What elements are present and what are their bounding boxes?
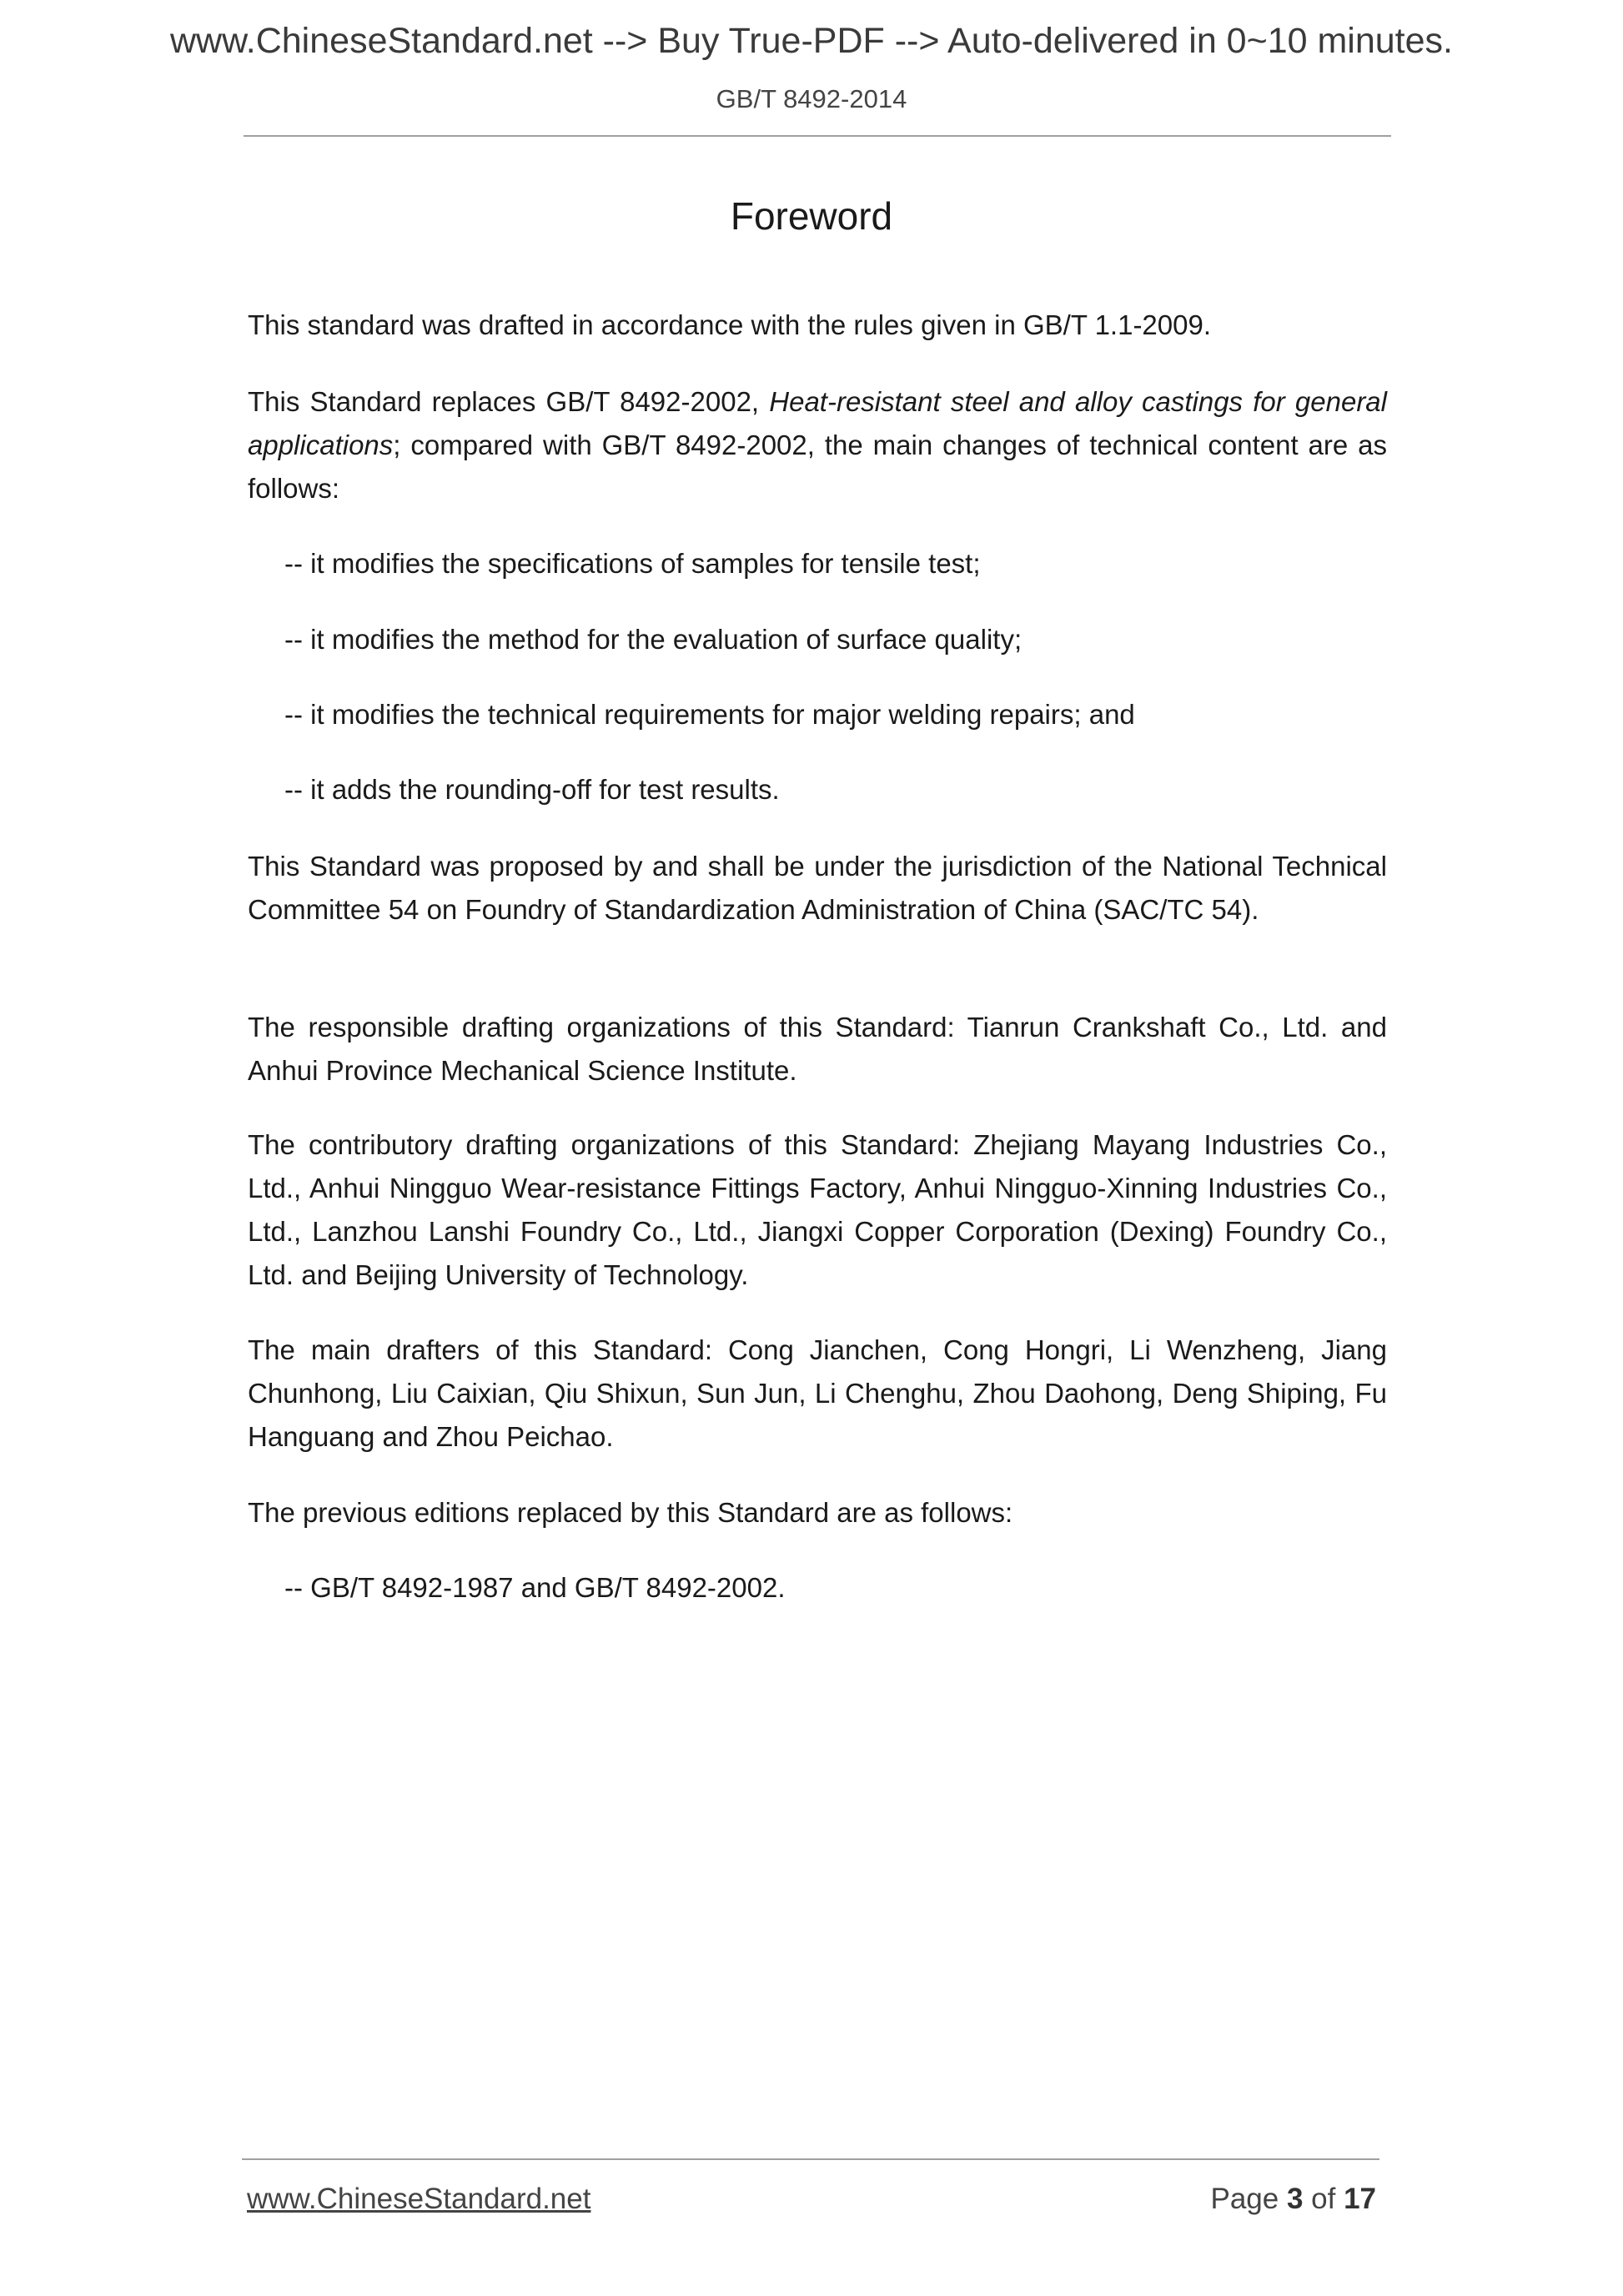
text: of (1303, 2183, 1344, 2215)
paragraph-contributory-orgs: The contributory drafting organizations of this Standard: Zhejiang Mayang Industries Co., Ltd., Anhui Ningguo Wear-resistance Fittings Factory, Anhui Ningguo-Xinning Industries Co., Ltd., Lanzhou Lanshi Foundry Co., Ltd., Jiangxi Copper Corporation (Dexing) Foundry Co., Ltd. and Beijing University of Technology. (248, 1129, 1387, 1290)
paragraph-previous-editions: The previous editions replaced by this Standard are as follows: (248, 1497, 1013, 1528)
paragraph-responsible-orgs: The responsible drafting organizations of this Standard: Tianrun Crankshaft Co., Ltd. and Anhui Province Mechanical Science Institute. (248, 1012, 1387, 1086)
current-page: 3 (1286, 2183, 1304, 2215)
replaced-standard-title: Heat-resistant steel and alloy castings for general applications (248, 386, 1387, 460)
text: Page (1210, 2183, 1287, 2215)
paragraph-drafting-rules: This standard was drafted in accordance with the rules given in GB/T 1.1-2009. (248, 309, 1212, 340)
list-item: -- it modifies the specifications of samples for tensile test; (284, 548, 981, 579)
footer-website-link[interactable]: www.ChineseStandard.net (247, 2183, 591, 2215)
text: ; compared with GB/T 8492-2002, the main changes of technical content are as follows: (248, 430, 1387, 504)
list-item: -- it modifies the technical requirements for major welding repairs; and (284, 699, 1135, 730)
header-banner: www.ChineseStandard.net --> Buy True-PDF --> Auto-delivered in 0~10 minutes. (169, 21, 1453, 61)
document-id: GB/T 8492-2014 (716, 84, 907, 113)
total-pages: 17 (1344, 2183, 1376, 2215)
footer-divider (242, 2158, 1379, 2160)
page-title: Foreword (730, 194, 893, 238)
paragraph-drafters: The main drafters of this Standard: Cong Jianchen, Cong Hongri, Li Wenzheng, Jiang Chunhong, Liu Caixian, Qiu Shixun, Sun Jun, Li Chenghu, Zhou Daohong, Deng Shiping, Fu Hanguang and Zhou Peichao. (248, 1334, 1387, 1452)
header-divider (244, 135, 1391, 137)
page-number (1210, 2183, 1376, 2216)
list-item: -- GB/T 8492-1987 and GB/T 8492-2002. (284, 1572, 786, 1603)
list-item: -- it adds the rounding-off for test results. (284, 774, 780, 805)
paragraph-proposed-by: This Standard was proposed by and shall be under the jurisdiction of the National Technical Committee 54 on Foundry of Standardization Administration of China (SAC/TC 54). (248, 851, 1387, 925)
paragraph-replaces (248, 380, 1387, 510)
text: This Standard replaces GB/T 8492-2002, (248, 386, 770, 417)
list-item: -- it modifies the method for the evaluation of surface quality; (284, 624, 1023, 655)
